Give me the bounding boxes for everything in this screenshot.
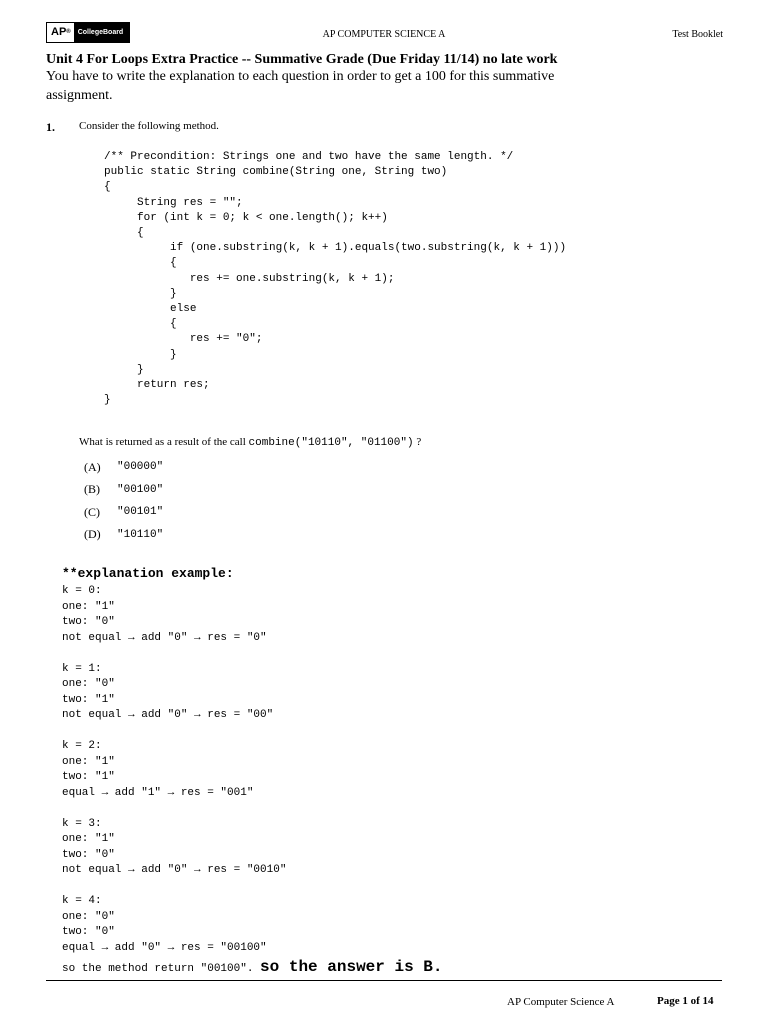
answer-choices	[84, 456, 163, 546]
choice-d[interactable]	[84, 524, 163, 547]
conclusion-text: so the method return "00100".	[62, 963, 254, 975]
choice-letter: (D)	[84, 527, 101, 542]
assignment-instructions: You have to write the explanation to each question in order to get a 100 for this summative assignment.	[46, 69, 555, 103]
choice-b[interactable]	[84, 479, 163, 502]
question-call-end: ?	[416, 436, 422, 448]
choice-letter: (C)	[84, 504, 100, 519]
assignment-title: Unit 4 For Loops Extra Practice -- Summative Grade (Due Friday 11/14) no late work	[46, 52, 558, 67]
question-call-text: What is returned as a result of the call	[79, 436, 246, 448]
choice-value: "00000"	[117, 461, 164, 474]
choice-value: "10110"	[117, 528, 164, 541]
ap-logo-text: AP®	[47, 23, 74, 42]
choice-value: "00101"	[117, 506, 164, 519]
explanation-title: **explanation example:	[62, 566, 234, 581]
footer-divider	[46, 980, 722, 981]
header-booklet-label: Test Booklet	[672, 29, 723, 40]
choice-c[interactable]	[84, 501, 163, 524]
question-number: 1.	[46, 120, 55, 134]
footer-course: AP Computer Science A	[507, 996, 615, 1008]
explanation-conclusion	[62, 958, 442, 976]
choice-value: "00100"	[117, 483, 164, 496]
explanation-body: k = 0: one: "1" two: "0" not equal → add "0" → res = "0" k = 1: one: "0" two: "1" not equal → add "0" → res = "00" k = 2: one: "1" two: "1" equal → add "1" → res = "001" k = 3: one: "1" two: "0" not equal → add "0" → res = "0010" k = 4: one: "0" two: "0" equal → add "0" → res = "00100"	[62, 585, 287, 954]
code-block: /** Precondition: Strings one and two have the same length. */ public static String combine(String one, String two) { String res = ""; for (int k = 0; k < one.length(); k++) { if (one.substring(k, k + 1).equals(two.substring(k, k + 1))) { res += one.substring(k, k + 1); } else { res += "0"; } } return res; }	[104, 151, 567, 407]
header-course-title: AP COMPUTER SCIENCE A	[322, 29, 446, 40]
conclusion-answer: so the answer is B.	[260, 958, 443, 976]
footer-page-number: Page 1 of 14	[657, 995, 714, 1007]
question-call	[79, 436, 421, 449]
collegeboard-logo-text: CollegeBoard	[74, 23, 130, 42]
choice-letter: (A)	[84, 459, 101, 474]
question-prompt: Consider the following method.	[79, 120, 219, 132]
choice-a[interactable]	[84, 456, 163, 479]
question-call-code: combine("10110", "01100")	[248, 437, 414, 449]
choice-letter: (B)	[84, 482, 100, 497]
